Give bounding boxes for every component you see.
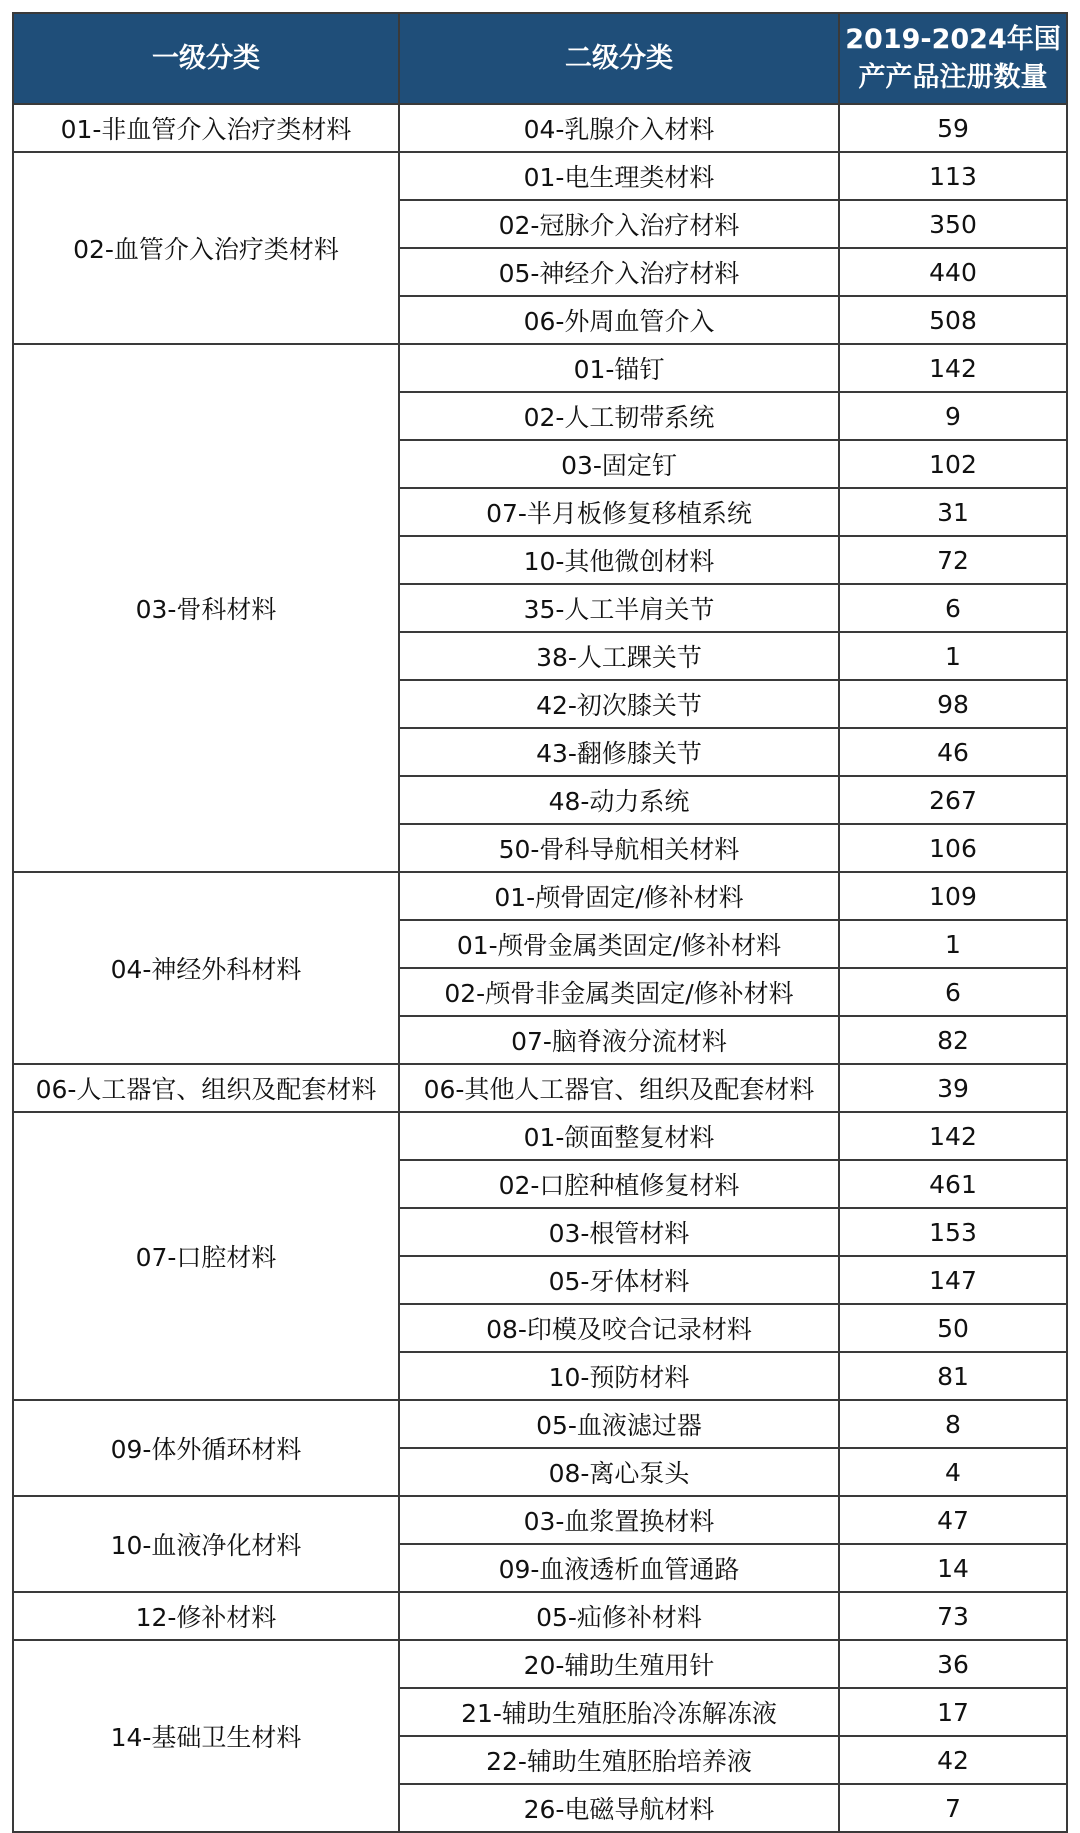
level2-category-cell: 43-翻修膝关节 [399, 728, 839, 776]
level2-category-cell: 08-印模及咬合记录材料 [399, 1304, 839, 1352]
level2-category-cell: 02-人工韧带系统 [399, 392, 839, 440]
level2-category-cell: 06-外周血管介入 [399, 296, 839, 344]
level1-category-cell: 01-非血管介入治疗类材料 [13, 104, 399, 152]
registration-count-cell: 109 [839, 872, 1067, 920]
registration-count-cell: 1 [839, 920, 1067, 968]
level2-category-cell: 07-半月板修复移植系统 [399, 488, 839, 536]
registration-table [12, 12, 1068, 1833]
level2-category-cell: 05-疝修补材料 [399, 1592, 839, 1640]
level2-category-cell: 35-人工半肩关节 [399, 584, 839, 632]
level2-category-cell: 06-其他人工器官、组织及配套材料 [399, 1064, 839, 1112]
table-body [13, 104, 1067, 1832]
table-row [13, 152, 1067, 200]
level2-category-cell: 01-颅骨金属类固定/修补材料 [399, 920, 839, 968]
registration-count-cell: 153 [839, 1208, 1067, 1256]
table-row [13, 344, 1067, 392]
header-count-line2: 产产品注册数量 [858, 61, 1048, 93]
registration-count-cell: 8 [839, 1400, 1067, 1448]
registration-count-cell: 142 [839, 1112, 1067, 1160]
table-row [13, 872, 1067, 920]
registration-count-cell: 147 [839, 1256, 1067, 1304]
level2-category-cell: 03-固定钉 [399, 440, 839, 488]
registration-count-cell: 461 [839, 1160, 1067, 1208]
registration-count-cell: 98 [839, 680, 1067, 728]
level2-category-cell: 05-血液滤过器 [399, 1400, 839, 1448]
registration-count-cell: 81 [839, 1352, 1067, 1400]
header-level2-category: 二级分类 [399, 13, 839, 104]
level2-category-cell: 03-血浆置换材料 [399, 1496, 839, 1544]
level2-category-cell: 02-冠脉介入治疗材料 [399, 200, 839, 248]
level1-category-cell: 10-血液净化材料 [13, 1496, 399, 1592]
registration-count-cell: 113 [839, 152, 1067, 200]
level1-category-cell: 14-基础卫生材料 [13, 1640, 399, 1832]
level2-category-cell: 10-预防材料 [399, 1352, 839, 1400]
level2-category-cell: 21-辅助生殖胚胎冷冻解冻液 [399, 1688, 839, 1736]
header-count-line1: 2019-2024年国 [845, 23, 1061, 55]
level2-category-cell: 04-乳腺介入材料 [399, 104, 839, 152]
registration-count-cell: 4 [839, 1448, 1067, 1496]
registration-count-cell: 47 [839, 1496, 1067, 1544]
level2-category-cell: 08-离心泵头 [399, 1448, 839, 1496]
level2-category-cell: 26-电磁导航材料 [399, 1784, 839, 1832]
level1-category-cell: 03-骨科材料 [13, 344, 399, 872]
level2-category-cell: 02-口腔种植修复材料 [399, 1160, 839, 1208]
level1-category-cell: 02-血管介入治疗类材料 [13, 152, 399, 344]
table-row [13, 1112, 1067, 1160]
level1-category-cell: 07-口腔材料 [13, 1112, 399, 1400]
registration-count-cell: 508 [839, 296, 1067, 344]
level2-category-cell: 20-辅助生殖用针 [399, 1640, 839, 1688]
table-header [13, 13, 1067, 104]
registration-count-cell: 9 [839, 392, 1067, 440]
registration-count-cell: 31 [839, 488, 1067, 536]
registration-count-cell: 59 [839, 104, 1067, 152]
level2-category-cell: 05-牙体材料 [399, 1256, 839, 1304]
header-row [13, 13, 1067, 104]
level1-category-cell: 09-体外循环材料 [13, 1400, 399, 1496]
level1-category-cell: 06-人工器官、组织及配套材料 [13, 1064, 399, 1112]
registration-count-cell: 1 [839, 632, 1067, 680]
table-row [13, 1640, 1067, 1688]
registration-count-cell: 6 [839, 584, 1067, 632]
level2-category-cell: 01-颌面整复材料 [399, 1112, 839, 1160]
registration-count-cell: 36 [839, 1640, 1067, 1688]
level1-category-cell: 12-修补材料 [13, 1592, 399, 1640]
level2-category-cell: 48-动力系统 [399, 776, 839, 824]
registration-count-cell: 82 [839, 1016, 1067, 1064]
level2-category-cell: 38-人工踝关节 [399, 632, 839, 680]
registration-count-cell: 440 [839, 248, 1067, 296]
level2-category-cell: 50-骨科导航相关材料 [399, 824, 839, 872]
level2-category-cell: 02-颅骨非金属类固定/修补材料 [399, 968, 839, 1016]
table-row [13, 104, 1067, 152]
registration-count-cell: 6 [839, 968, 1067, 1016]
level2-category-cell: 42-初次膝关节 [399, 680, 839, 728]
registration-count-cell: 72 [839, 536, 1067, 584]
level2-category-cell: 01-颅骨固定/修补材料 [399, 872, 839, 920]
registration-count-cell: 14 [839, 1544, 1067, 1592]
table-row [13, 1400, 1067, 1448]
registration-count-cell: 102 [839, 440, 1067, 488]
registration-count-cell: 39 [839, 1064, 1067, 1112]
level2-category-cell: 07-脑脊液分流材料 [399, 1016, 839, 1064]
registration-count-cell: 50 [839, 1304, 1067, 1352]
registration-count-cell: 17 [839, 1688, 1067, 1736]
registration-count-cell: 106 [839, 824, 1067, 872]
level2-category-cell: 10-其他微创材料 [399, 536, 839, 584]
table-row [13, 1496, 1067, 1544]
header-registration-count [839, 13, 1067, 104]
level2-category-cell: 09-血液透析血管通路 [399, 1544, 839, 1592]
header-level1-category: 一级分类 [13, 13, 399, 104]
table-row [13, 1064, 1067, 1112]
level2-category-cell: 03-根管材料 [399, 1208, 839, 1256]
level1-category-cell: 04-神经外科材料 [13, 872, 399, 1064]
level2-category-cell: 05-神经介入治疗材料 [399, 248, 839, 296]
registration-count-cell: 350 [839, 200, 1067, 248]
level2-category-cell: 22-辅助生殖胚胎培养液 [399, 1736, 839, 1784]
level2-category-cell: 01-锚钉 [399, 344, 839, 392]
registration-count-cell: 46 [839, 728, 1067, 776]
registration-count-cell: 267 [839, 776, 1067, 824]
registration-count-cell: 73 [839, 1592, 1067, 1640]
registration-count-cell: 7 [839, 1784, 1067, 1832]
table-row [13, 1592, 1067, 1640]
registration-count-cell: 142 [839, 344, 1067, 392]
registration-count-cell: 42 [839, 1736, 1067, 1784]
level2-category-cell: 01-电生理类材料 [399, 152, 839, 200]
